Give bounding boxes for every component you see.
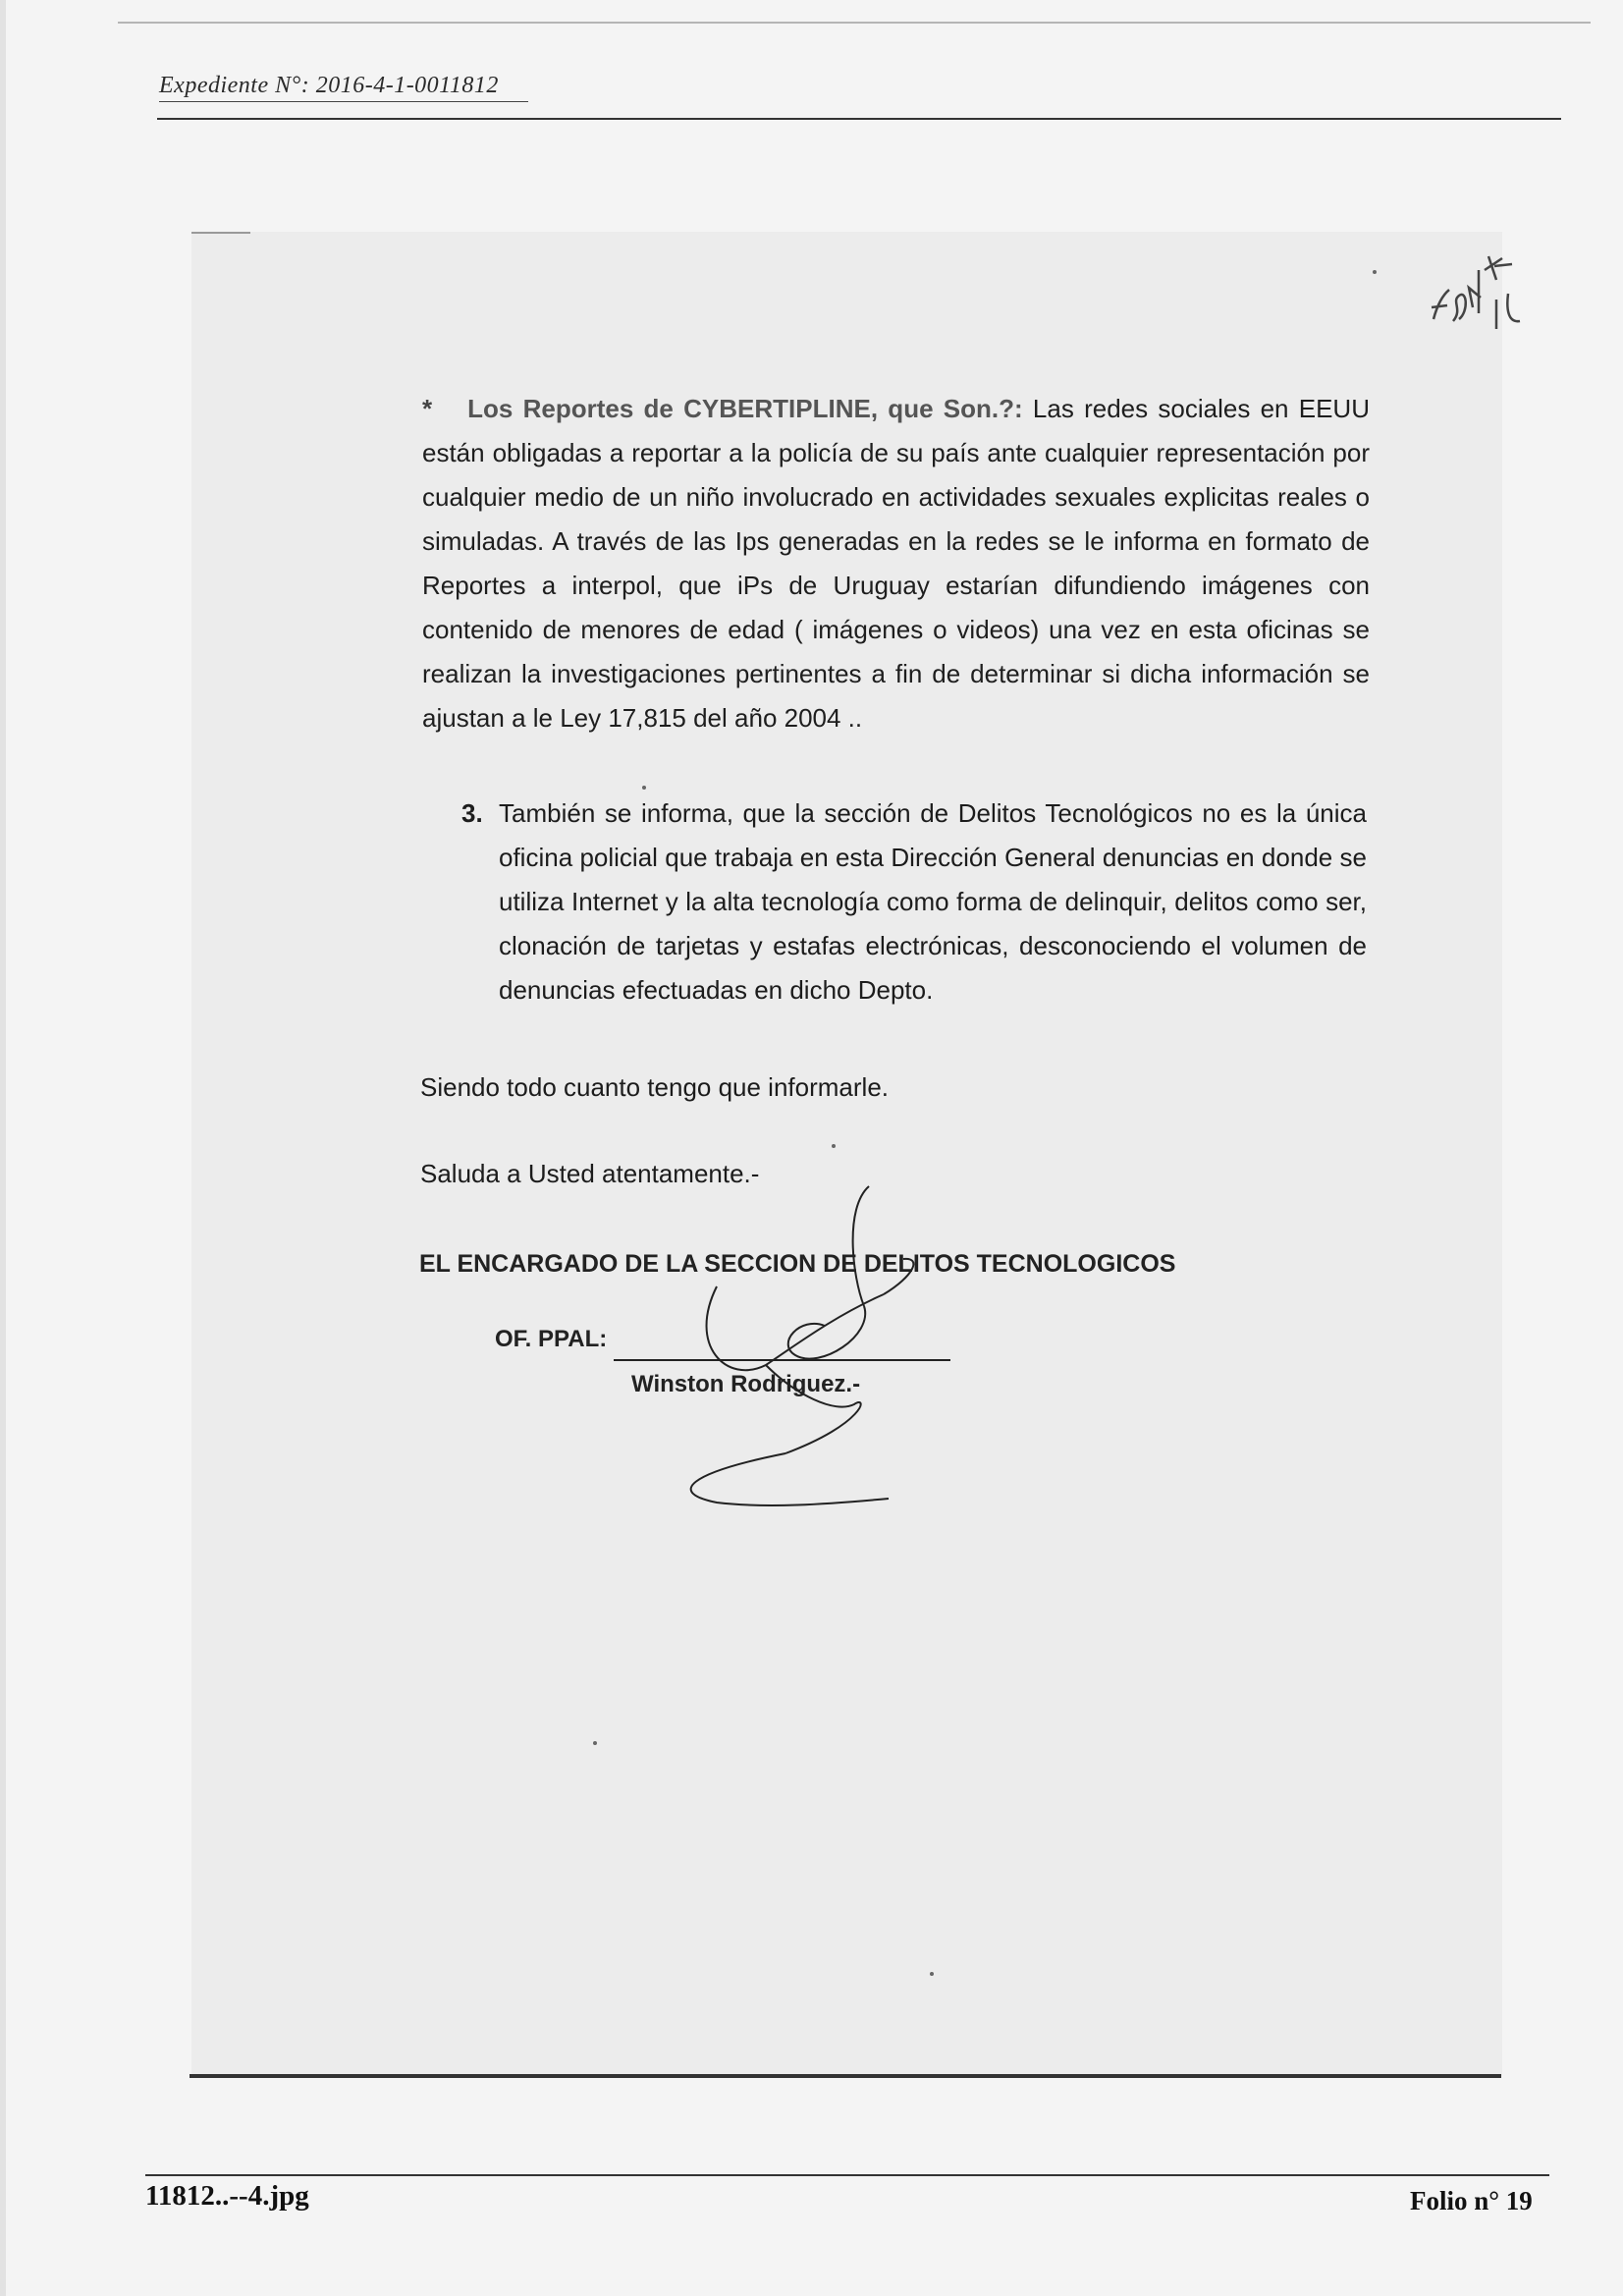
scan-speck xyxy=(930,1972,934,1976)
bullet-marker: * xyxy=(422,394,433,423)
scan-speck xyxy=(642,786,646,790)
expediente-reference: Expediente N°: 2016-4-1-0011812 xyxy=(159,73,499,98)
item-number: 3. xyxy=(461,798,483,828)
cybertipline-paragraph xyxy=(422,387,1370,740)
file-name: 11812..--4.jpg xyxy=(145,2180,309,2212)
cybertipline-heading: Los Reportes de CYBERTIPLINE, que Son.?: xyxy=(467,394,1023,423)
closing-line: Siendo todo cuanto tengo que informarle. xyxy=(420,1072,890,1102)
footer-rule xyxy=(145,2174,1549,2176)
scan-box-top-edge xyxy=(191,232,250,234)
salutation: Saluda a Usted atentamente.- xyxy=(420,1159,760,1188)
cybertipline-text: Las redes sociales en EEUU están obligadas a reportar a la policía de su país ante cualquier representación por cualquier medio de un niño involucrado en actividades sexuales explicitas reales o simuladas. A través de las Ips generadas en la redes se le informa en formato de Reportes a interpol, que iPs de Uruguay estarían difundiendo imágenes con contenido de menores de edad ( imágenes o videos) una vez en esta oficinas se realizan la investigaciones pertinentes a fin de determinar si dicha información se ajustan a le Ley 17,815 del año 2004 .. xyxy=(422,394,1370,733)
handwritten-folio-mark xyxy=(1424,250,1532,349)
scan-speck xyxy=(593,1741,597,1745)
reference-underline xyxy=(159,101,528,102)
handwritten-signature xyxy=(628,1169,943,1522)
rank-label: OF. PPAL: xyxy=(495,1326,608,1352)
header-rule xyxy=(157,118,1561,120)
delitos-tecnologicos-paragraph: También se informa, que la sección de Delitos Tecnológicos no es la única oficina policial que trabaja en esta Dirección General denuncias en donde se utiliza Internet y la alta tecnología como forma de delinquir, delitos como ser, clonación de tarjetas y estafas electrónicas, desconociendo el volumen de denuncias efectuadas en dicho Depto. xyxy=(499,798,1367,1005)
page-edge xyxy=(0,0,6,2296)
folio-number: Folio n° 19 xyxy=(1410,2186,1533,2215)
scan-box-bottom-edge xyxy=(189,2074,1501,2078)
signatory-title: EL ENCARGADO DE LA SECCION DE DELITOS TECNOLOGICOS xyxy=(419,1250,1176,1278)
scan-speck xyxy=(1373,270,1377,274)
signer-name: Winston Rodriguez.- xyxy=(631,1371,861,1397)
scan-line xyxy=(118,22,1591,24)
scan-speck xyxy=(832,1144,836,1148)
